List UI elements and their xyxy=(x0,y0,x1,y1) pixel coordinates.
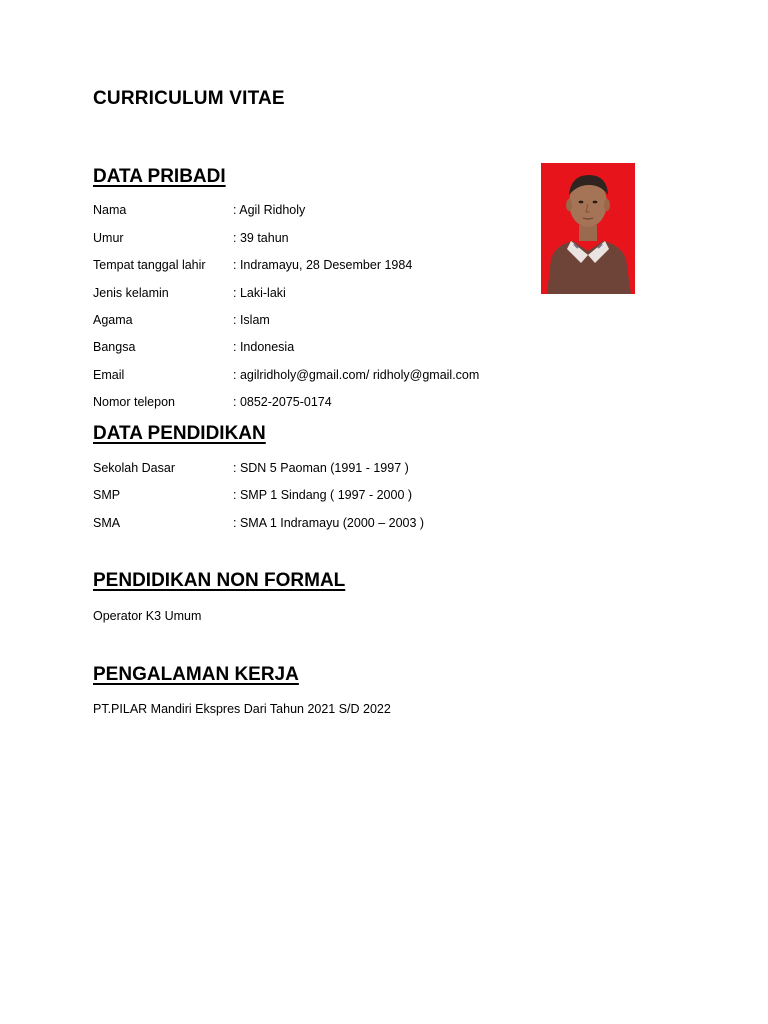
section-heading-experience: PENGALAMAN KERJA xyxy=(93,664,299,685)
field-label: Sekolah Dasar xyxy=(93,461,175,475)
section-heading-nonformal: PENDIDIKAN NON FORMAL xyxy=(93,570,346,591)
section-heading-personal: DATA PRIBADI xyxy=(93,166,226,187)
field-value: : 0852-2075-0174 xyxy=(233,395,332,409)
field-label: Email xyxy=(93,368,125,382)
field-label: Umur xyxy=(93,231,124,245)
experience-item: PT.PILAR Mandiri Ekspres Dari Tahun 2021 S/D 2022 xyxy=(93,702,391,716)
profile-photo-image xyxy=(541,163,635,294)
field-value: : SDN 5 Paoman (1991 - 1997 ) xyxy=(233,461,409,475)
field-label: Tempat tanggal lahir xyxy=(93,258,206,272)
field-label: Agama xyxy=(93,313,133,327)
page-title: CURRICULUM VITAE xyxy=(93,88,285,109)
field-value: : 39 tahun xyxy=(233,231,289,245)
field-label: Nama xyxy=(93,203,127,217)
field-value: : SMP 1 Sindang ( 1997 - 2000 ) xyxy=(233,488,413,502)
field-label: Nomor telepon xyxy=(93,395,175,409)
field-value: : SMA 1 Indramayu (2000 – 2003 ) xyxy=(233,516,425,530)
field-label: Jenis kelamin xyxy=(93,286,169,300)
section-heading-education: DATA PENDIDIKAN xyxy=(93,423,266,444)
field-value: : Agil Ridholy xyxy=(233,203,306,217)
field-value: : agilridholy@gmail.com/ ridholy@gmail.com xyxy=(233,368,480,382)
field-label: SMA xyxy=(93,516,121,530)
field-value: : Indonesia xyxy=(233,340,295,354)
field-value: : Islam xyxy=(233,313,270,327)
field-value: : Indramayu, 28 Desember 1984 xyxy=(233,258,413,272)
field-label: Bangsa xyxy=(93,340,136,354)
field-value: : Laki-laki xyxy=(233,286,286,300)
nonformal-item: Operator K3 Umum xyxy=(93,609,202,623)
profile-photo xyxy=(541,163,635,294)
field-label: SMP xyxy=(93,488,121,502)
